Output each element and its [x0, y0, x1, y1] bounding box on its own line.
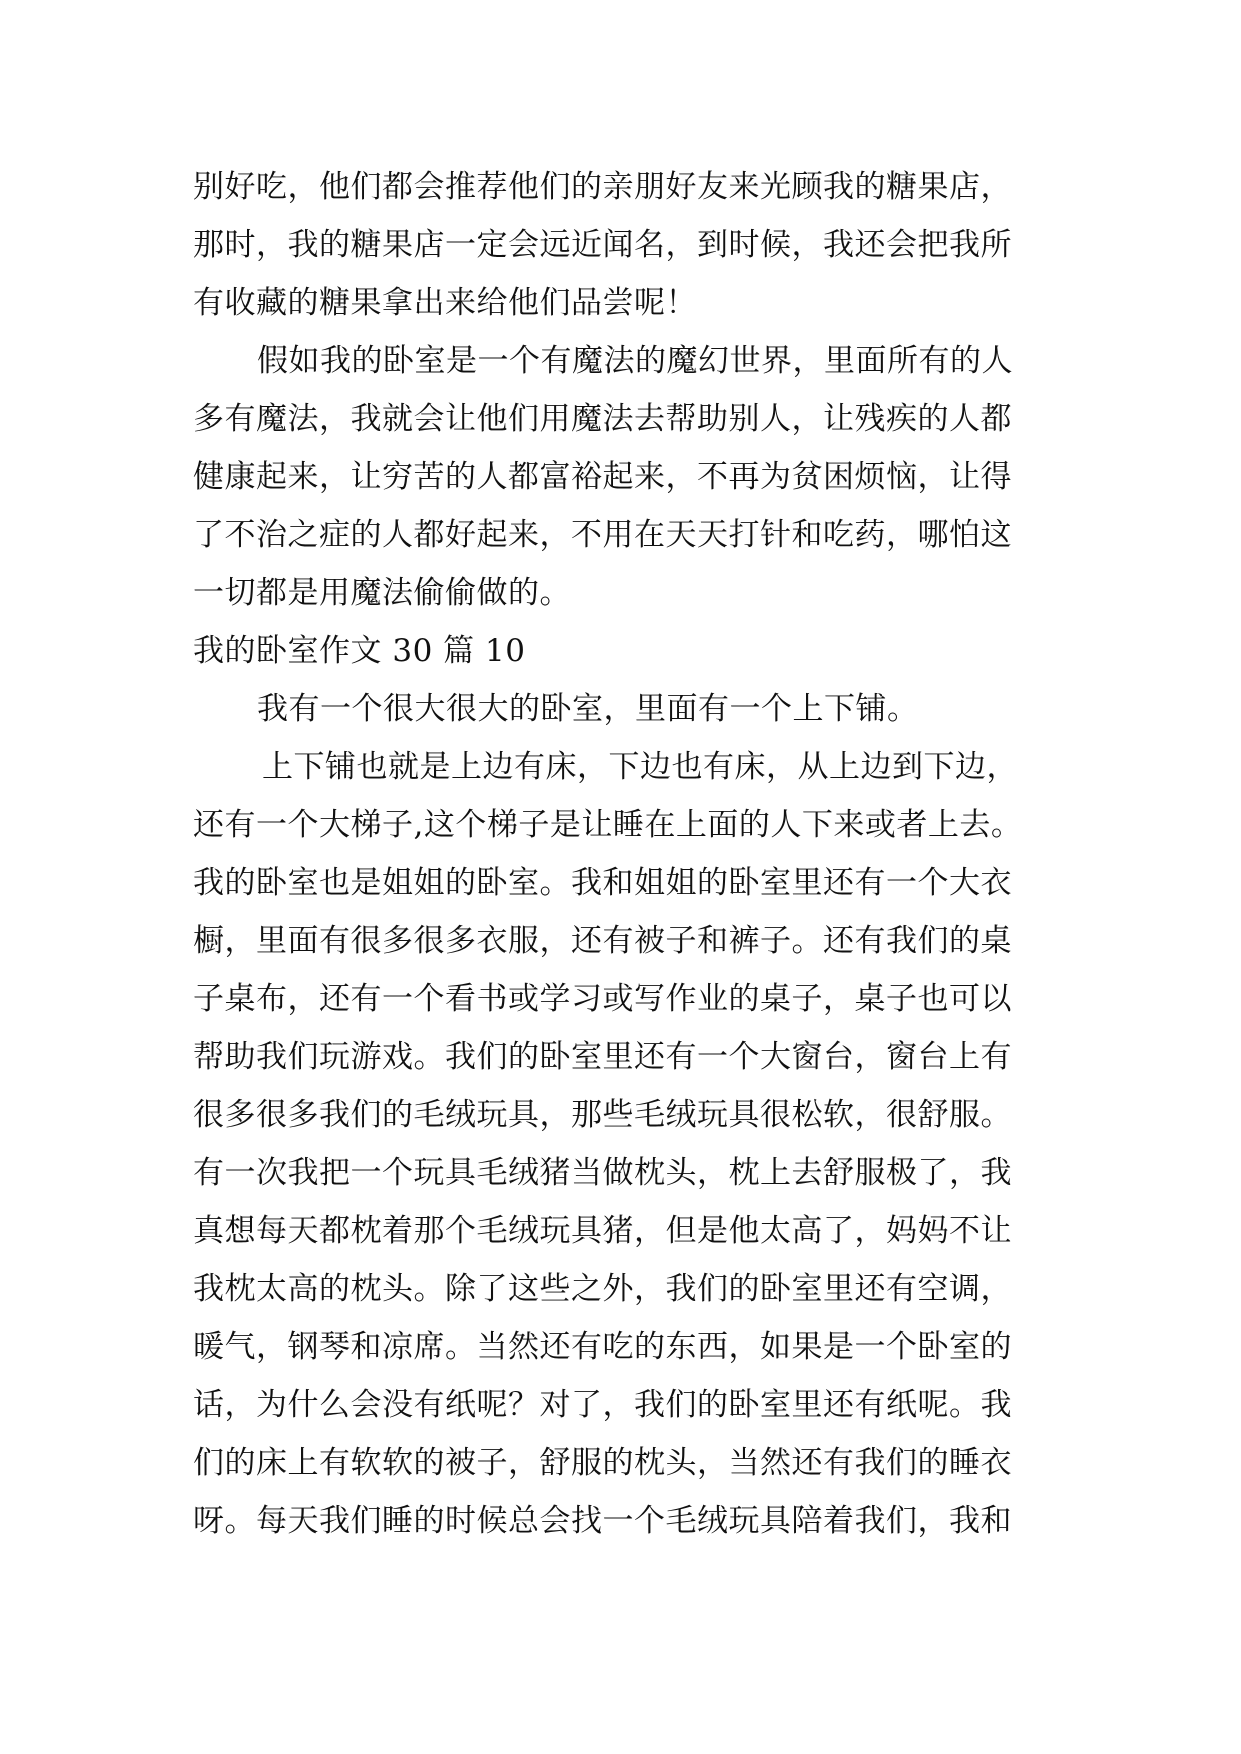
- paragraph-start-line: 我有一个很大很大的卧室，里面有一个上下铺。: [257, 691, 919, 727]
- text-line: 我的卧室也是姐姐的卧室。我和姐姐的卧室里还有一个大衣: [193, 865, 1012, 901]
- text-line: 真想每天都枕着那个毛绒玩具猪，但是他太高了，妈妈不让: [193, 1213, 1012, 1249]
- text-line: 健康起来，让穷苦的人都富裕起来，不再为贫困烦恼，让得: [193, 459, 1012, 495]
- text-line: 们的床上有软软的被子，舒服的枕头，当然还有我们的睡衣: [193, 1445, 1012, 1481]
- text-line: 别好吃，他们都会推荐他们的亲朋好友来光顾我的糖果店，: [193, 169, 1012, 205]
- text-line: 橱，里面有很多很多衣服，还有被子和裤子。还有我们的桌: [193, 923, 1012, 959]
- paragraph-start-line: 上下铺也就是上边有床，下边也有床，从上边到下边，: [262, 749, 1018, 785]
- text-line: 那时，我的糖果店一定会远近闻名，到时候，我还会把我所: [193, 227, 1012, 263]
- text-line: 还有一个大梯子,这个梯子是让睡在上面的人下来或者上去。: [193, 807, 1023, 843]
- text-line: 了不治之症的人都好起来，不用在天天打针和吃药，哪怕这: [193, 517, 1012, 553]
- document-body: [193, 158, 1053, 1550]
- text-line: 我枕太高的枕头。除了这些之外，我们的卧室里还有空调，: [193, 1271, 1012, 1307]
- text-line: 有收藏的糖果拿出来给他们品尝呢！: [193, 285, 697, 321]
- text-line: 帮助我们玩游戏。我们的卧室里还有一个大窗台，窗台上有: [193, 1039, 1012, 1075]
- paragraph-start-line: 假如我的卧室是一个有魔法的魔幻世界，里面所有的人: [257, 343, 1013, 379]
- section-heading: 我的卧室作文 30 篇 10: [193, 633, 526, 669]
- text-line: 子桌布，还有一个看书或学习或写作业的桌子，桌子也可以: [193, 981, 1012, 1017]
- text-line: 多有魔法，我就会让他们用魔法去帮助别人，让残疾的人都: [193, 401, 1012, 437]
- text-line: 一切都是用魔法偷偷做的。: [193, 575, 571, 611]
- text-line: 很多很多我们的毛绒玩具，那些毛绒玩具很松软，很舒服。: [193, 1097, 1012, 1133]
- text-line: 话，为什么会没有纸呢？对了，我们的卧室里还有纸呢。我: [193, 1387, 1012, 1423]
- text-line: 暖气，钢琴和凉席。当然还有吃的东西，如果是一个卧室的: [193, 1329, 1012, 1365]
- text-line: 有一次我把一个玩具毛绒猪当做枕头，枕上去舒服极了，我: [193, 1155, 1012, 1191]
- text-line: 呀。每天我们睡的时候总会找一个毛绒玩具陪着我们，我和: [193, 1503, 1012, 1539]
